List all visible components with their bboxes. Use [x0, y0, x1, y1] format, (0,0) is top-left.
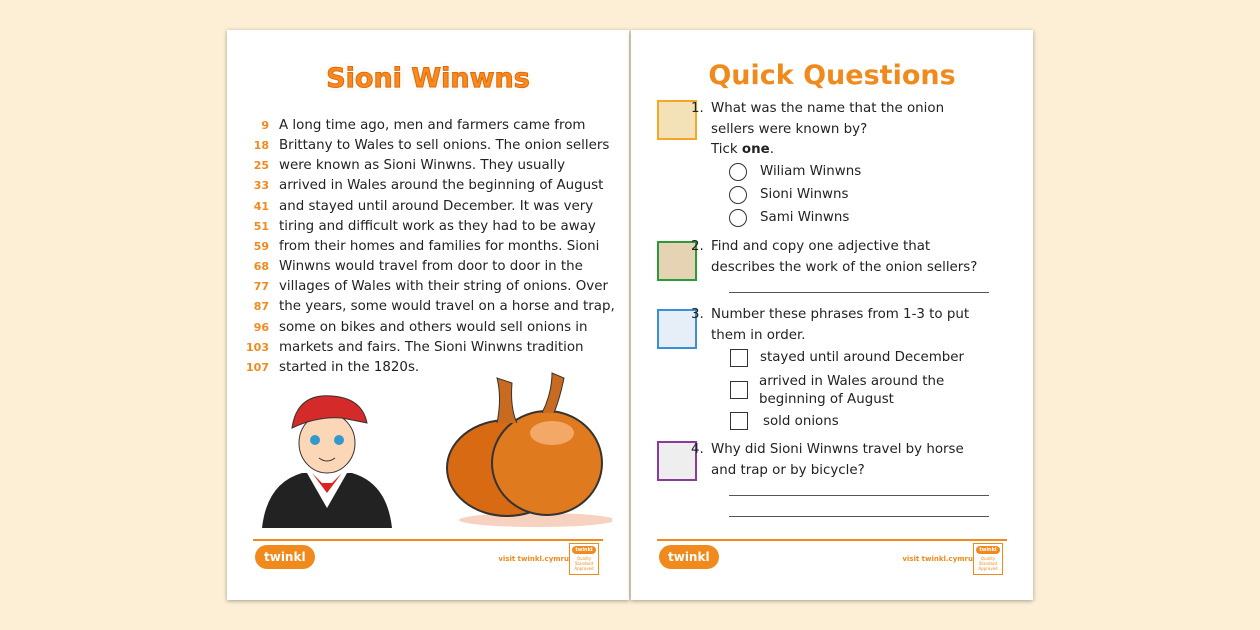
option-label: arrived in Wales around the beginning of August: [759, 374, 945, 407]
passage-line: [227, 360, 419, 380]
boy-illustration: [257, 388, 397, 530]
line-text: the years, some would travel on a horse and trap,: [279, 299, 615, 315]
option-radio[interactable]: [729, 163, 747, 181]
option-label: Sioni Winwns: [760, 187, 849, 202]
word-count: 51: [253, 219, 269, 233]
line-text: and stayed until around December. It was very: [279, 198, 594, 214]
quality-badge: twinkl Quality Standard Approved: [569, 543, 599, 575]
word-count: 18: [253, 139, 269, 153]
line-text: villages of Wales with their string of onions. Over: [279, 279, 608, 295]
line-text: were known as Sioni Winwns. They usually: [279, 158, 566, 174]
questions-page: [631, 30, 1033, 600]
option-label: sold onions: [763, 414, 839, 429]
visit-link[interactable]: visit twinkl.cymru: [498, 555, 569, 563]
option-label: stayed until around December: [760, 350, 965, 365]
passage-line: [227, 239, 599, 259]
twinkl-logo[interactable]: twinkl: [255, 545, 315, 569]
word-count: 87: [253, 300, 269, 314]
option-label: Wiliam Winwns: [760, 164, 862, 179]
onions-illustration: [442, 368, 612, 530]
page-title: Sioni Winwns: [326, 63, 530, 94]
line-text: arrived in Wales around the beginning of August: [279, 178, 604, 194]
answer-line[interactable]: [729, 516, 989, 517]
quality-badge: twinkl Quality Standard Approved: [973, 543, 1003, 575]
word-count: 25: [253, 159, 269, 173]
footer-divider: [657, 539, 1007, 541]
question-3: 3. Number these phrases from 1-3 to put them in order.: [691, 307, 970, 343]
answer-line[interactable]: [729, 495, 989, 496]
word-count: 9: [261, 119, 269, 132]
passage-line: [227, 178, 603, 198]
line-text: from their homes and families for months. Sioni: [279, 238, 600, 254]
passage-line: [227, 259, 583, 279]
word-count: 77: [253, 280, 269, 294]
visit-link[interactable]: visit twinkl.cymru: [902, 555, 973, 563]
word-count: 59: [253, 239, 269, 253]
passage-line: [227, 199, 593, 219]
order-box[interactable]: [730, 412, 748, 430]
word-count: 68: [253, 260, 269, 274]
twinkl-logo[interactable]: twinkl: [659, 545, 719, 569]
line-text: some on bikes and others would sell onions in: [279, 319, 588, 335]
footer-divider: [253, 539, 603, 541]
option-radio[interactable]: [729, 186, 747, 204]
word-count: 33: [253, 179, 269, 193]
line-text: Brittany to Wales to sell onions. The onion sellers: [279, 138, 610, 154]
passage-line: [227, 340, 584, 360]
option-radio[interactable]: [729, 209, 747, 227]
page-title: Quick Questions: [708, 60, 956, 91]
passage-line: [227, 138, 609, 158]
line-text: Winwns would travel from door to door in the: [279, 259, 583, 275]
line-text: markets and fairs. The Sioni Winwns tradition: [279, 339, 584, 355]
word-count: 41: [253, 199, 269, 213]
word-count: 107: [246, 360, 269, 374]
word-count: 96: [253, 320, 269, 334]
passage-line: [227, 299, 615, 319]
question-1: 1. What was the name that the onion sellers were known by? Tick one.: [691, 101, 945, 157]
passage-line: [227, 158, 565, 178]
question-4: 4. Why did Sioni Winwns travel by horse and trap or by bicycle?: [691, 442, 964, 478]
line-text: A long time ago, men and farmers came from: [279, 118, 586, 133]
question-2: 2. Find and copy one adjective that describes the work of the onion sellers?: [691, 239, 978, 275]
answer-line[interactable]: [729, 292, 989, 293]
passage-line: [227, 219, 596, 239]
reading-page: [227, 30, 629, 600]
passage-line: [227, 279, 608, 299]
option-label: Sami Winwns: [760, 210, 850, 225]
line-text: tiring and difficult work as they had to be away: [279, 218, 596, 234]
order-box[interactable]: [730, 349, 748, 367]
line-text: started in the 1820s.: [279, 359, 420, 375]
word-count: 103: [246, 340, 269, 354]
passage-line: [227, 118, 585, 138]
order-box[interactable]: [730, 381, 748, 399]
passage-line: [227, 320, 588, 340]
